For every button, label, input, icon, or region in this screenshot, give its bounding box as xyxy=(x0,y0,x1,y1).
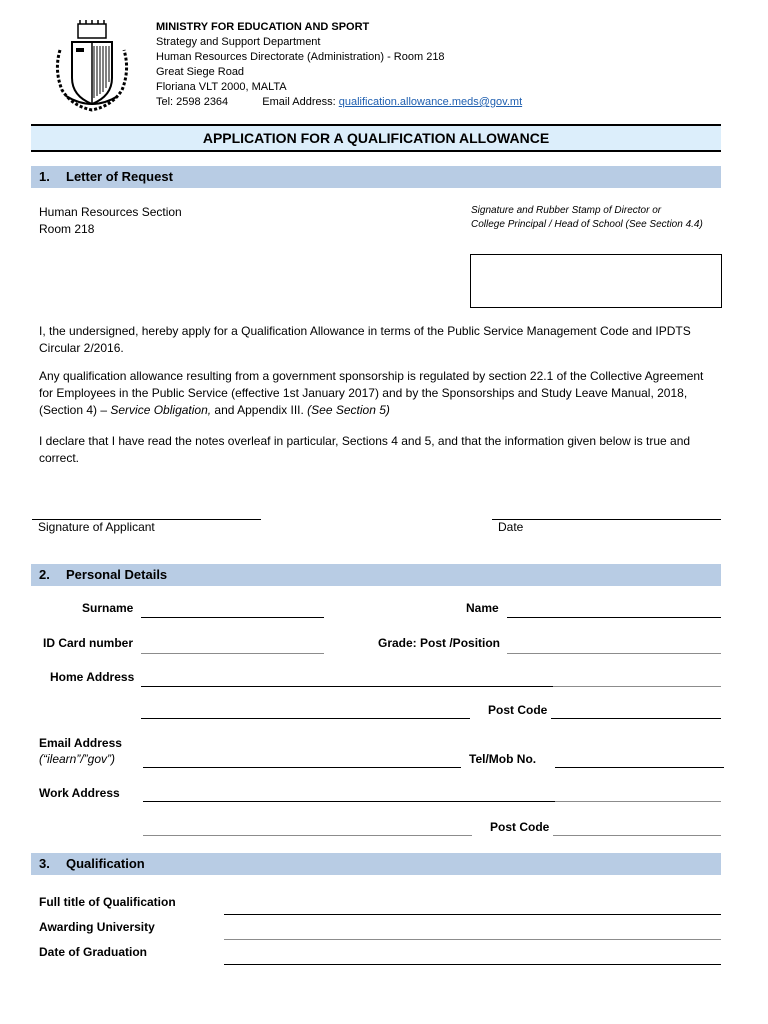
home-address-field-line-2[interactable] xyxy=(141,718,470,719)
email-link[interactable]: qualification.allowance.meds@gov.mt xyxy=(338,96,523,108)
para2-italic: Service Obligation, xyxy=(110,403,212,417)
full-title-field[interactable] xyxy=(224,914,721,915)
email-hint: (“ilearn”/”gov”) xyxy=(39,752,116,766)
section-3-header xyxy=(31,853,721,875)
id-card-field[interactable] xyxy=(141,653,324,654)
para2-main: Any qualification allowance resulting from a government sponsorship is regulated by section 22.1 of the Collective Agreement for Employees in the Public Service (effective 1st January 2017) and by the Sponsorships and Study Leave Manual, 2018, (Section 4) – xyxy=(39,369,704,417)
home-post-code-field[interactable] xyxy=(551,718,721,719)
full-title-label: Full title of Qualification xyxy=(39,895,176,909)
email-address-field[interactable] xyxy=(143,767,461,768)
name-field[interactable] xyxy=(507,617,721,618)
form-title: APPLICATION FOR A QUALIFICATION ALLOWANCE xyxy=(31,124,721,152)
tel-mob-label: Tel/Mob No. xyxy=(469,752,537,766)
home-address-field-line-1[interactable] xyxy=(141,686,553,687)
telephone: Tel: 2598 2364 xyxy=(156,96,229,108)
stamp-note xyxy=(471,204,703,232)
para2-see-section: (See Section 5) xyxy=(307,403,390,417)
email-label: Email Address: xyxy=(262,96,336,108)
addressee-line-2: Room 218 xyxy=(39,222,95,236)
malta-coat-of-arms-logo xyxy=(52,20,132,112)
grade-field[interactable] xyxy=(507,653,721,654)
declaration-paragraph-2 xyxy=(39,368,719,419)
home-address-label: Home Address xyxy=(50,670,135,684)
section-3-number: 3. xyxy=(39,856,50,871)
addressee xyxy=(39,204,182,238)
date-line[interactable] xyxy=(492,519,721,520)
directorate-name: Human Resources Directorate (Administration) - Room 218 xyxy=(156,51,445,63)
home-post-code-label: Post Code xyxy=(488,703,548,717)
section-2-title: Personal Details xyxy=(66,567,168,582)
section-1-title: Letter of Request xyxy=(66,169,173,184)
stamp-note-line-1: Signature and Rubber Stamp of Director or xyxy=(471,205,662,216)
street-address: Great Siege Road xyxy=(156,66,245,78)
work-address-field-line-1-end[interactable] xyxy=(555,801,721,802)
surname-label: Surname xyxy=(82,601,134,615)
signature-label: Signature of Applicant xyxy=(38,520,155,534)
section-1-number: 1. xyxy=(39,169,50,184)
department-name: Strategy and Support Department xyxy=(156,36,321,48)
name-label: Name xyxy=(466,601,499,615)
declaration-paragraph-3: I declare that I have read the notes overleaf in particular, Sections 4 and 5, and that the information given below is true and correct. xyxy=(39,434,691,465)
ministry-name: MINISTRY FOR EDUCATION AND SPORT xyxy=(156,21,370,33)
email-address-label: Email Address xyxy=(39,736,122,750)
work-post-code-field[interactable] xyxy=(553,835,721,836)
grade-label: Grade: Post /Position xyxy=(378,636,501,650)
work-address-label: Work Address xyxy=(39,786,120,800)
surname-field[interactable] xyxy=(141,617,324,618)
section-2-header xyxy=(31,564,721,586)
tel-mob-field[interactable] xyxy=(555,767,724,768)
awarding-university-field[interactable] xyxy=(224,939,721,940)
date-graduation-label: Date of Graduation xyxy=(39,945,148,959)
para2-tail: and Appendix III. xyxy=(211,403,308,417)
stamp-note-line-2: College Principal / Head of School (See Section 4.4) xyxy=(471,219,703,230)
city-address: Floriana VLT 2000, MALTA xyxy=(156,81,287,93)
director-signature-stamp-box[interactable] xyxy=(470,254,722,308)
section-2-number: 2. xyxy=(39,567,50,582)
section-3-title: Qualification xyxy=(66,856,145,871)
date-label: Date xyxy=(498,520,524,534)
home-address-field-line-1-end[interactable] xyxy=(553,686,721,687)
awarding-university-label: Awarding University xyxy=(39,920,155,934)
declaration-paragraph-1: I, the undersigned, hereby apply for a Qualification Allowance in terms of the Public Service Management Code and IPDTS Circular 2/2016. xyxy=(39,324,691,355)
work-post-code-label: Post Code xyxy=(490,820,550,834)
addressee-line-1: Human Resources Section xyxy=(39,205,182,219)
date-graduation-field[interactable] xyxy=(224,964,721,965)
work-address-field-line-1[interactable] xyxy=(143,801,555,802)
work-address-field-line-2[interactable] xyxy=(143,835,472,836)
section-1-header xyxy=(31,166,721,188)
id-card-label: ID Card number xyxy=(43,636,134,650)
